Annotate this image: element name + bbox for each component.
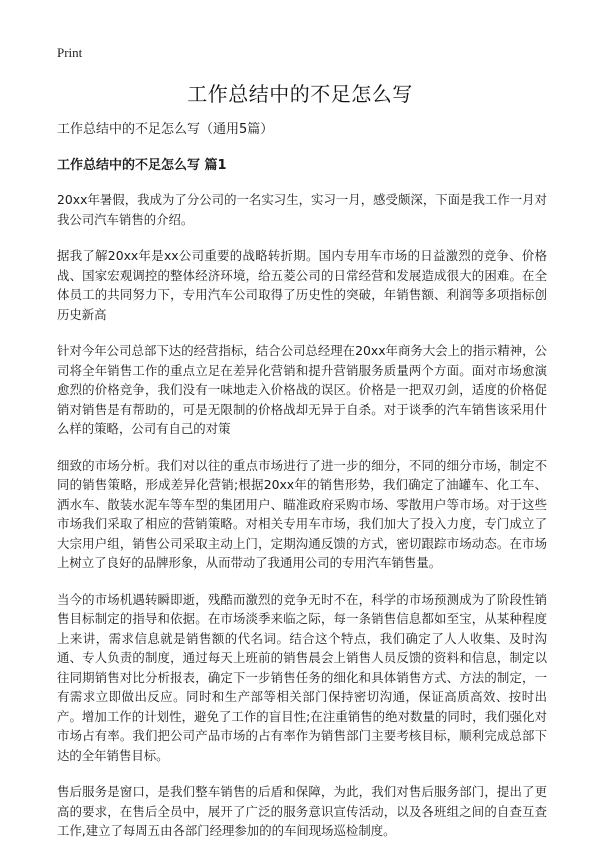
section-heading: 工作总结中的不足怎么写 篇1 <box>57 158 227 173</box>
paragraph-market-forecast: 当今的市场机遇转瞬即逝，残酷而激烈的竞争无时不在，科学的市场预测成为了阶段性销售目标制定的指导和依据。在市场淡季来临之际，每一条销售信息都如至宝，从某种程度上来讲，需求信息就是销售额的代名词。结合这个特点，我们确定了人人收集、及时沟通、专人负责的制度，通过每天上班前的销售晨会上销售人员反馈的资料和信息，制定以往同期销售对比分析报表，确定下一步销售任务的细化和具体销售方式、方法的制定，一有需求立即做出反应。同时和生产部等相关部门保持密切沟通，保证高质高效、按时出产。增加工作的计划性，避免了工作的盲目性;在注重销售的绝对数量的同时，我们强化对市场占有率。我们把公司产品市场的占有率作为销售部门主要考核目标，顺利完成总部下达的全年销售目标。 <box>57 591 547 763</box>
paragraph-strategy: 针对今年公司总部下达的经营指标，结合公司总经理在20xx年商务大会上的指示精神，公司将全年销售工作的重点立足在差异化营销和提升营销服务质量两个方面。面对市场愈演愈烈的价格竞争，我们没有一味地走入价格战的误区。价格是一把双刃剑，适度的价格促销对销售是有帮助的，可是无限制的价格战却无异于自杀。对于谈季的汽车销售该采用什么样的策略，公司有自己的对策 <box>57 343 547 436</box>
document-body <box>57 120 547 858</box>
paragraph-after-sales: 售后服务是窗口，是我们整车销售的后盾和保障，为此，我们对售后服务部门，提出了更高的要求，在售后全员中，展开了广泛的服务意识宣传活动，以及各班组之间的自查互查工作,建立了每周五由各部门经理参加的的车间现场巡检制度。 <box>57 784 547 838</box>
document-subtitle: 工作总结中的不足怎么写（通用5篇） <box>57 122 274 137</box>
page-title: 工作总结中的不足怎么写 <box>187 82 413 106</box>
paragraph-background: 据我了解20xx年是xx公司重要的战略转折期。国内专用车市场的日益激烈的竞争、价格战、国家宏观调控的整体经济环境，给五菱公司的日常经营和发展造成很大的困难。在全体员工的共同努力下，专用汽车公司取得了历史性的突破，年销售额、利润等多项指标创历史新高 <box>57 248 547 322</box>
paragraph-intro: 20xx年暑假，我成为了分公司的一名实习生，实习一月，感受颇深，下面是我工作一月对我公司汽车销售的介绍。 <box>57 192 547 227</box>
paragraph-market-analysis: 细致的市场分析。我们对以往的重点市场进行了进一步的细分，不同的细分市场，制定不同的销售策略，形成差异化营销;根据20xx年的销售形势，我们确定了油罐车、化工车、洒水车、散装水泥车等车型的集团用户、瞄准政府采购市场、零散用户等市场。对于这些市场我们采取了相应的营销策略。对相关专用车市场，我们加大了投入力度，专门成立了大宗用户组，销售公司采取主动上门，定期沟通反馈的方式，密切跟踪市场动态。在市场上树立了良好的品牌形象，从而带动了我通用公司的专用汽车销售量。 <box>57 457 547 570</box>
print-label: Print <box>57 45 83 60</box>
